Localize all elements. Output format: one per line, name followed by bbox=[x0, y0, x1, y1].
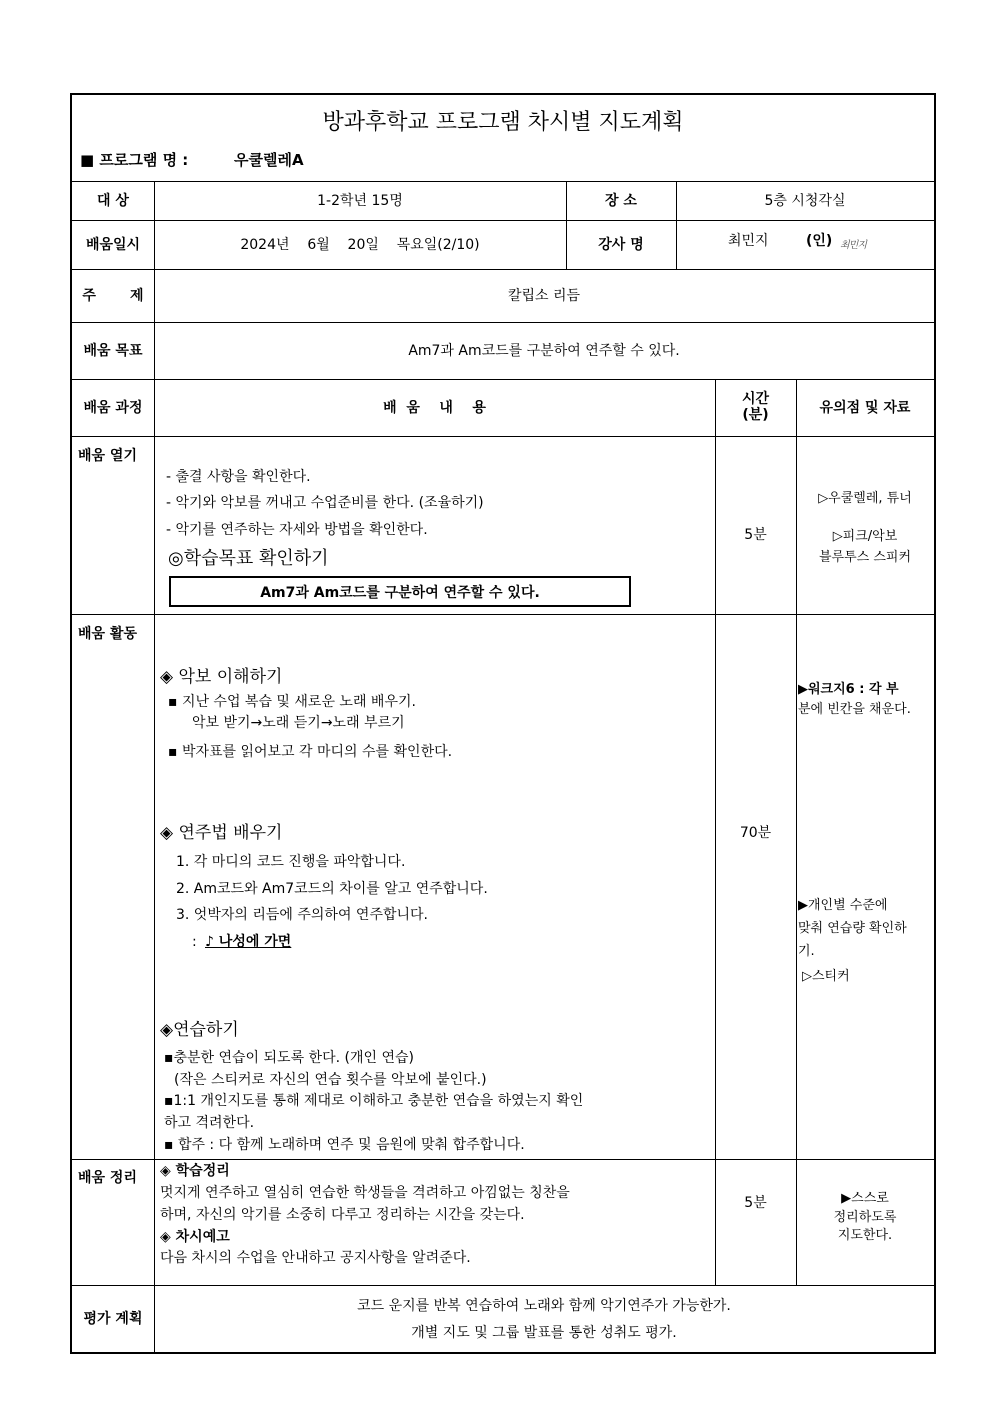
lesson-plan-document bbox=[70, 93, 936, 1354]
target-label: 대 상 bbox=[97, 193, 129, 209]
activity-note2-line-2: 맞춰 연습량 확인하 bbox=[798, 921, 907, 936]
activity-sec3-line-1: ▪충분한 연습이 되도록 한다. (개인 연습) bbox=[164, 1050, 414, 1066]
teacher-label: 강사 명 bbox=[598, 237, 644, 253]
document-title: 방과후학교 프로그램 차시별 지도계획 bbox=[322, 110, 684, 135]
opening-line-3: - 악기를 연주하는 자세와 방법을 확인한다. bbox=[166, 522, 428, 538]
closing-heading-2: ◈ 차시예고 bbox=[160, 1229, 230, 1245]
opening-goal-heading: ◎학습목표 확인하기 bbox=[168, 548, 329, 569]
opening-line-2: - 악기와 악보를 꺼내고 수업준비를 한다. (조율하기) bbox=[166, 495, 484, 511]
activity-note2-line-1: ▶개인별 수준에 bbox=[798, 898, 888, 913]
activity-time: 70분 bbox=[739, 825, 772, 841]
goal-value: Am7과 Am코드를 구분하여 연주할 수 있다. bbox=[408, 343, 680, 359]
opening-goal-box bbox=[169, 576, 631, 607]
activity-note1-line-1: ▶워크지6 : 각 부 bbox=[798, 682, 899, 697]
program-name-value: 우쿨렐레A bbox=[234, 151, 304, 169]
opening-material-2: ▷피크/악보 bbox=[832, 529, 898, 544]
closing-note-line-3: 지도한다. bbox=[837, 1228, 893, 1243]
opening-label: 배움 열기 bbox=[78, 448, 137, 464]
activity-sec2-line-1: 1. 각 마디의 코드 진행을 파악합니다. bbox=[176, 854, 406, 870]
teacher-value: 최민지 bbox=[728, 233, 769, 249]
opening-line-1: - 출결 사항을 확인한다. bbox=[166, 469, 311, 485]
opening-goal-box-text: Am7과 Am코드를 구분하여 연주할 수 있다. bbox=[260, 585, 540, 601]
activity-sec2-heading: ◈ 연주법 배우기 bbox=[160, 823, 283, 843]
activity-label: 배움 활동 bbox=[78, 626, 137, 642]
opening-material-3: 블루투스 스피커 bbox=[818, 550, 912, 565]
header-time-line1: 시간 bbox=[741, 391, 770, 407]
place-value: 5층 시청각실 bbox=[764, 193, 846, 209]
closing-note-line-2: 정리하도록 bbox=[833, 1210, 897, 1225]
teacher-signature: 최민지 bbox=[840, 240, 866, 251]
opening-material-1: ▷우쿨렐레, 튜너 bbox=[818, 491, 912, 506]
date-label: 배움일시 bbox=[85, 237, 141, 253]
opening-time: 5분 bbox=[744, 527, 767, 543]
header-process: 배움 과정 bbox=[83, 400, 143, 416]
topic-label: 주 제 bbox=[82, 288, 144, 304]
closing-heading-1: ◈ 학습정리 bbox=[160, 1163, 230, 1179]
activity-note1-line-2: 분에 빈칸을 채운다. bbox=[798, 702, 911, 717]
closing-line-1: 멋지게 연주하고 열심히 연습한 학생들을 격려하고 아낌없는 칭찬을 bbox=[160, 1185, 570, 1201]
evaluation-label: 평가 계획 bbox=[83, 1311, 143, 1327]
activity-sec1-line-1: ▪ 지난 수업 복습 및 새로운 노래 배우기. bbox=[168, 694, 416, 710]
header-content: 배 움 내 용 bbox=[383, 400, 486, 416]
activity-sec3-line-3: ▪1:1 개인지도를 통해 제대로 이해하고 충분한 연습을 하였는지 확인 bbox=[164, 1093, 584, 1109]
activity-song-title: ♪ 나성에 가면 bbox=[205, 934, 292, 950]
activity-sec2-line-3: 3. 엇박자의 리듬에 주의하여 연주합니다. bbox=[176, 907, 428, 923]
header-notes: 유의점 및 자료 bbox=[819, 400, 911, 416]
activity-sec1-line-2: 악보 받기→노래 듣기→노래 부르기 bbox=[192, 715, 405, 731]
target-value: 1-2학년 15명 bbox=[317, 193, 403, 209]
goal-label: 배움 목표 bbox=[83, 343, 143, 359]
activity-sec3-line-2: (작은 스티커로 자신의 연습 횟수를 악보에 붙인다.) bbox=[174, 1072, 487, 1088]
activity-sec3-heading: ◈연습하기 bbox=[160, 1020, 239, 1040]
closing-note-line-1: ▶스스로 bbox=[841, 1191, 889, 1206]
activity-song-prefix: : bbox=[192, 934, 197, 950]
activity-sec1-line-3: ▪ 박자표를 읽어보고 각 마디의 수를 확인한다. bbox=[168, 744, 453, 760]
evaluation-line-1: 코드 운지를 반복 연습하여 노래와 함께 악기연주가 가능한가. bbox=[357, 1298, 731, 1314]
program-name-label: ■ 프로그램 명 : bbox=[80, 151, 189, 169]
teacher-seal: (인) bbox=[806, 233, 833, 249]
closing-line-2: 하며, 자신의 악기를 소중히 다루고 정리하는 시간을 갖는다. bbox=[160, 1207, 525, 1223]
activity-sec2-line-2: 2. Am코드와 Am7코드의 차이를 알고 연주합니다. bbox=[176, 881, 488, 897]
date-value: 2024년 6월 20일 목요일(2/10) bbox=[240, 237, 480, 253]
header-time-line2: (분) bbox=[742, 407, 769, 423]
place-label: 장 소 bbox=[605, 193, 637, 209]
topic-value: 칼립소 리듬 bbox=[507, 288, 581, 304]
closing-time: 5분 bbox=[744, 1195, 767, 1211]
closing-label: 배움 정리 bbox=[78, 1170, 137, 1186]
activity-note2-line-3: 기. bbox=[798, 944, 815, 959]
evaluation-line-2: 개별 지도 및 그룹 발표를 통한 성취도 평가. bbox=[411, 1325, 677, 1341]
activity-note2-line-4: ▷스티커 bbox=[802, 969, 850, 984]
activity-sec1-heading: ◈ 악보 이해하기 bbox=[160, 667, 283, 687]
activity-sec3-line-4: 하고 격려한다. bbox=[164, 1115, 255, 1131]
closing-line-3: 다음 차시의 수업을 안내하고 공지사항을 알려준다. bbox=[160, 1250, 471, 1266]
activity-sec3-line-5: ▪ 합주 : 다 함께 노래하며 연주 및 음원에 맞춰 합주합니다. bbox=[164, 1137, 525, 1153]
